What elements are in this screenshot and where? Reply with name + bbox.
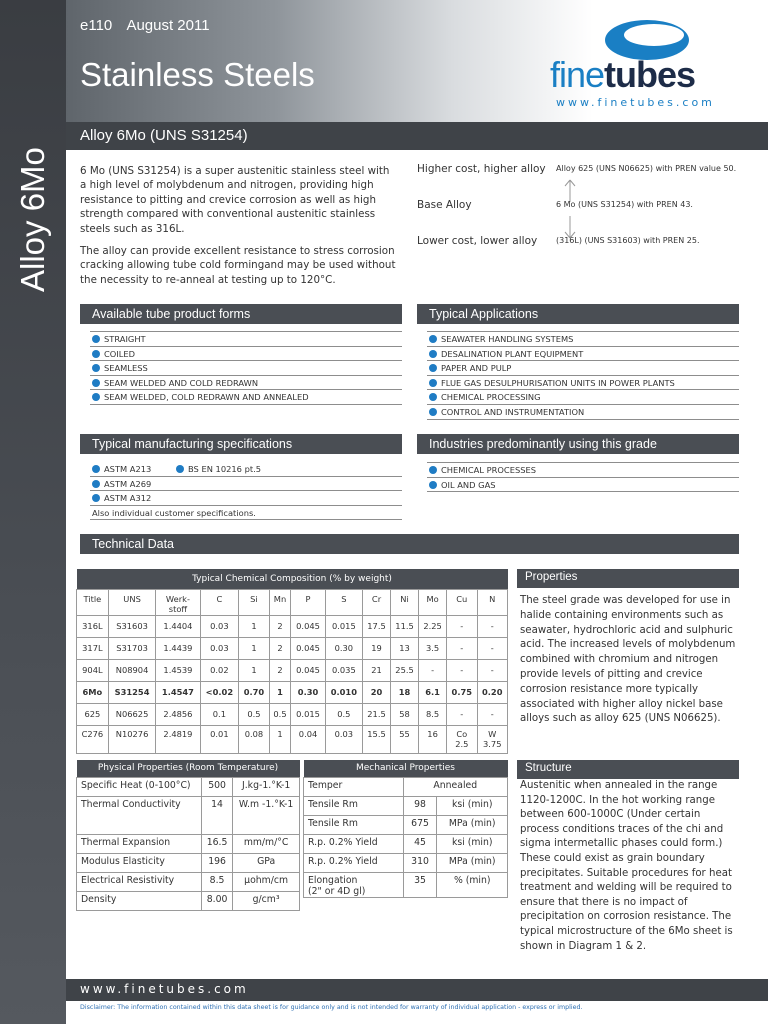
table-cell: 11.5 <box>391 615 419 637</box>
property-value: 8.00 <box>201 891 232 910</box>
table-row <box>77 853 300 872</box>
grade-label: Lower cost, lower alloy <box>417 235 538 247</box>
grade-comparison <box>417 163 757 253</box>
table-cell: 0.5 <box>239 703 269 725</box>
structure-text: Austenitic when annealed in the range 1120-1200C. In the hot working range between 600-1000C (Under certain process conditions traces of the chi and sigma intermetallic phases could form.) These could exist as grain boundary precipitates. Suitable procedures for heat treatment and welding will be required to ensure that there is no impact of precipitation on corrosion resistance. The typical microstructure of the 6Mo sheet is shown in Diagram 1 & 2. <box>520 780 733 952</box>
grade-row-lower <box>417 235 757 255</box>
technical-data-heading: Technical Data <box>80 534 739 554</box>
property-unit: J.kg-1.°K-1 <box>233 777 300 796</box>
table-cell: W 3.75 <box>477 725 508 753</box>
table-cell: 2 <box>269 659 291 681</box>
table-cell: 2.4819 <box>156 725 200 753</box>
table-caption: Mechanical Properties <box>304 760 508 777</box>
property-value: 35 <box>403 872 437 897</box>
table-cell: 2.25 <box>419 615 447 637</box>
table-cell: 2.4856 <box>156 703 200 725</box>
table-row <box>304 777 508 796</box>
table-cell: S31703 <box>108 637 156 659</box>
table-row <box>304 872 508 897</box>
table-cell: 6Mo <box>77 681 109 703</box>
table-cell: 21 <box>363 659 391 681</box>
table-cell: 0.70 <box>239 681 269 703</box>
table-row <box>304 796 508 815</box>
table-cell: 1 <box>239 659 269 681</box>
table-cell: 1.4539 <box>156 659 200 681</box>
column-header: P <box>291 589 325 615</box>
chemical-composition-table <box>76 569 508 754</box>
column-header: Si <box>239 589 269 615</box>
spec-row <box>90 491 402 506</box>
table-cell: 0.5 <box>325 703 362 725</box>
property-name: Electrical Resistivity <box>77 872 202 891</box>
table-cell: 18 <box>391 681 419 703</box>
property-unit: ksi (min) <box>437 834 508 853</box>
property-unit: W.m -1.°K-1 <box>233 796 300 834</box>
table-cell: N10276 <box>108 725 156 753</box>
property-name: Specific Heat (0-100°C) <box>77 777 202 796</box>
intro-paragraph-1: 6 Mo (UNS S31254) is a super austenitic stainless steel with a high level of molybdenum and nitrogen, providing high resistance to pitting and crevice corrosion as well as high strength compared with conventional austenitic stainless steels such as 316L. <box>80 165 390 235</box>
list-item: CHEMICAL PROCESSING <box>427 390 739 405</box>
grade-row-base <box>417 199 757 219</box>
grade-label: Higher cost, higher alloy <box>417 163 546 175</box>
property-value: 310 <box>403 853 437 872</box>
list-item: FLUE GAS DESULPHURISATION UNITS IN POWER PLANTS <box>427 376 739 391</box>
table-caption: Typical Chemical Composition (% by weight) <box>77 569 508 589</box>
logo-wordmark <box>550 54 695 96</box>
table-cell: S31254 <box>108 681 156 703</box>
issue-code: e110 <box>80 17 113 34</box>
table-cell: - <box>477 703 508 725</box>
property-value: 45 <box>403 834 437 853</box>
table-cell: 317L <box>77 637 109 659</box>
list-item: SEAMLESS <box>90 361 402 376</box>
table-cell: 0.04 <box>291 725 325 753</box>
list-item: SEAM WELDED, COLD REDRAWN AND ANNEALED <box>90 390 402 405</box>
table-row <box>304 853 508 872</box>
table-cell: 0.045 <box>291 659 325 681</box>
grade-label: Base Alloy <box>417 199 472 211</box>
applications-heading: Typical Applications <box>417 304 739 324</box>
table-cell: 316L <box>77 615 109 637</box>
table-cell: 0.30 <box>291 681 325 703</box>
properties-text: The steel grade was developed for use in halide containing environments such as seawater, hydrochloric acid and sulphuric acid. The increased levels of molybdenum combined with chromium and nitrogen provide levels of pitting and crevice corrosion resistance more typically associated with higher alloy nickel base alloys such as alloy 625 (UNS N06625). <box>520 595 736 725</box>
table-row <box>304 834 508 853</box>
table-cell: 0.03 <box>325 725 362 753</box>
table-cell: 0.03 <box>200 637 239 659</box>
column-header: Cr <box>363 589 391 615</box>
alloy-bar: Alloy 6Mo (UNS S31254) <box>66 122 768 150</box>
table-cell: 19 <box>363 637 391 659</box>
table-cell: - <box>447 637 477 659</box>
table-row <box>77 872 300 891</box>
property-name: R.p. 0.2% Yield <box>304 853 404 872</box>
table-cell: 17.5 <box>363 615 391 637</box>
table-cell: - <box>477 659 508 681</box>
table-cell: 6.1 <box>419 681 447 703</box>
table-cell: 25.5 <box>391 659 419 681</box>
column-header: S <box>325 589 362 615</box>
list-item: SEAM WELDED AND COLD REDRAWN <box>90 376 402 391</box>
table-cell: 13 <box>391 637 419 659</box>
spec-item: ASTM A312 <box>90 491 151 505</box>
table-row <box>77 725 508 753</box>
table-cell: - <box>447 703 477 725</box>
property-unit: μohm/cm <box>233 872 300 891</box>
table-cell: S31603 <box>108 615 156 637</box>
list-item: PAPER AND PULP <box>427 361 739 376</box>
spec-row <box>90 506 402 521</box>
applications-list <box>427 331 739 420</box>
specs-list <box>90 462 402 520</box>
table-row <box>77 891 300 910</box>
grade-note: Alloy 625 (UNS N06625) with PREN value 50. <box>556 164 737 173</box>
table-cell: 625 <box>77 703 109 725</box>
side-title: Alloy 6Mo <box>14 147 51 292</box>
property-unit: % (min) <box>437 872 508 897</box>
table-cell: 0.75 <box>447 681 477 703</box>
property-unit: mm/m/°C <box>233 834 300 853</box>
footer-url[interactable]: www.finetubes.com <box>66 979 768 1001</box>
intro-paragraph-2: The alloy can provide excellent resistance to stress corrosion cracking allowing tube cold formingand may be used without the necessity to re-anneal at testing up to 120°C. <box>80 245 396 286</box>
table-cell: 1 <box>269 681 291 703</box>
mech-table-body <box>304 777 508 897</box>
table-cell: 0.03 <box>200 615 239 637</box>
temper-value: Annealed <box>403 777 507 796</box>
temper-label: Temper <box>304 777 404 796</box>
table-cell: 2 <box>269 637 291 659</box>
column-header: Cu <box>447 589 477 615</box>
property-value: 8.5 <box>201 872 232 891</box>
property-name: Elongation (2" or 4D gl) <box>304 872 404 897</box>
table-cell: <0.02 <box>200 681 239 703</box>
table-cell: 3.5 <box>419 637 447 659</box>
property-value: 98 <box>403 796 437 815</box>
spec-item: BS EN 10216 pt.5 <box>174 462 261 476</box>
column-header: C <box>200 589 239 615</box>
table-cell: 0.30 <box>325 637 362 659</box>
industries-list <box>427 462 739 492</box>
list-item: STRAIGHT <box>90 332 402 347</box>
property-name: Modulus Elasticity <box>77 853 202 872</box>
list-item: COILED <box>90 347 402 362</box>
table-cell: 58 <box>391 703 419 725</box>
table-cell: 0.02 <box>200 659 239 681</box>
header <box>66 0 768 122</box>
table-row <box>77 637 508 659</box>
tube-forms-list <box>90 331 402 405</box>
table-row <box>77 659 508 681</box>
table-cell: 1.4439 <box>156 637 200 659</box>
table-cell: 904L <box>77 659 109 681</box>
property-unit: g/cm³ <box>233 891 300 910</box>
table-cell: 1 <box>239 637 269 659</box>
property-name: Thermal Conductivity <box>77 796 202 834</box>
table-cell: 0.010 <box>325 681 362 703</box>
issue-line <box>80 17 210 34</box>
properties-heading: Properties <box>517 569 739 588</box>
logo-tubes: tubes <box>604 54 696 95</box>
table-cell: C276 <box>77 725 109 753</box>
property-name: Tensile Rm <box>304 815 404 834</box>
table-row <box>304 815 508 834</box>
table-cell: N08904 <box>108 659 156 681</box>
list-item: SEAWATER HANDLING SYSTEMS <box>427 332 739 347</box>
property-name: Thermal Expansion <box>77 834 202 853</box>
table-cell: 55 <box>391 725 419 753</box>
mechanical-properties-table <box>303 760 508 898</box>
logo-url[interactable]: www.finetubes.com <box>556 96 715 109</box>
page-title: Stainless Steels <box>80 56 315 93</box>
tube-forms-heading: Available tube product forms <box>80 304 402 324</box>
property-unit: MPa (min) <box>437 853 508 872</box>
column-header: Title <box>77 589 109 615</box>
table-cell: - <box>419 659 447 681</box>
table-cell: 0.08 <box>239 725 269 753</box>
table-row <box>77 703 508 725</box>
table-cell: 0.035 <box>325 659 362 681</box>
table-cell: Co 2.5 <box>447 725 477 753</box>
table-cell: - <box>447 615 477 637</box>
table-cell: 21.5 <box>363 703 391 725</box>
table-cell: 8.5 <box>419 703 447 725</box>
industries-heading: Industries predominantly using this grade <box>417 434 739 454</box>
table-cell: 1.4404 <box>156 615 200 637</box>
table-row <box>77 834 300 853</box>
column-header: N <box>477 589 508 615</box>
table-cell: 16 <box>419 725 447 753</box>
column-header: Ni <box>391 589 419 615</box>
table-cell: - <box>447 659 477 681</box>
table-cell: 0.045 <box>291 637 325 659</box>
table-cell: 1 <box>269 725 291 753</box>
table-header-row <box>77 589 508 615</box>
table-cell: 0.015 <box>325 615 362 637</box>
issue-date: August 2011 <box>126 17 210 34</box>
list-item: CONTROL AND INSTRUMENTATION <box>427 405 739 420</box>
property-value: 16.5 <box>201 834 232 853</box>
logo-fine: fine <box>550 54 605 95</box>
table-row <box>77 777 300 796</box>
grade-note: (316L) (UNS S31603) with PREN 25. <box>556 236 700 245</box>
specs-heading: Typical manufacturing specifications <box>80 434 402 454</box>
list-item: OIL AND GAS <box>427 478 739 493</box>
table-cell: 15.5 <box>363 725 391 753</box>
disclaimer: Disclaimer: The information contained within this data sheet is for guidance only and is not intended for warranty of individual application - express or implied. <box>80 1004 583 1011</box>
spec-item: ASTM A213 <box>90 462 151 476</box>
property-unit: ksi (min) <box>437 796 508 815</box>
property-name: Tensile Rm <box>304 796 404 815</box>
side-band <box>0 0 66 1024</box>
table-cell: - <box>477 637 508 659</box>
table-row <box>77 615 508 637</box>
table-cell: 0.5 <box>269 703 291 725</box>
property-value: 675 <box>403 815 437 834</box>
table-caption: Physical Properties (Room Temperature) <box>77 760 300 777</box>
column-header: Mo <box>419 589 447 615</box>
table-cell: 0.1 <box>200 703 239 725</box>
property-value: 196 <box>201 853 232 872</box>
property-value: 14 <box>201 796 232 834</box>
grade-row-higher <box>417 163 757 183</box>
table-cell: 0.015 <box>291 703 325 725</box>
spec-note: Also individual customer specifications. <box>92 507 256 518</box>
spec-row <box>90 462 402 477</box>
property-unit: GPa <box>233 853 300 872</box>
column-header: Werk- stoff <box>156 589 200 615</box>
table-cell: 0.045 <box>291 615 325 637</box>
column-header: Mn <box>269 589 291 615</box>
list-item: DESALINATION PLANT EQUIPMENT <box>427 347 739 362</box>
table-cell: N06625 <box>108 703 156 725</box>
property-unit: MPa (min) <box>437 815 508 834</box>
chem-table-body <box>77 589 508 753</box>
property-name: R.p. 0.2% Yield <box>304 834 404 853</box>
table-cell: 0.01 <box>200 725 239 753</box>
table-cell: 0.20 <box>477 681 508 703</box>
structure-heading: Structure <box>517 760 739 779</box>
table-cell: 2 <box>269 615 291 637</box>
table-cell: 1 <box>239 615 269 637</box>
grade-note: 6 Mo (UNS S31254) with PREN 43. <box>556 200 693 209</box>
intro-text <box>80 164 398 287</box>
table-cell: - <box>477 615 508 637</box>
table-row <box>77 681 508 703</box>
table-cell: 1.4547 <box>156 681 200 703</box>
phys-table-body <box>77 777 300 910</box>
spec-row <box>90 477 402 492</box>
property-name: Density <box>77 891 202 910</box>
list-item: CHEMICAL PROCESSES <box>427 463 739 478</box>
property-value: 500 <box>201 777 232 796</box>
finetubes-logo <box>550 18 740 113</box>
column-header: UNS <box>108 589 156 615</box>
spec-item: ASTM A269 <box>90 477 151 491</box>
physical-properties-table <box>76 760 300 911</box>
table-cell: 20 <box>363 681 391 703</box>
table-row <box>77 796 300 834</box>
